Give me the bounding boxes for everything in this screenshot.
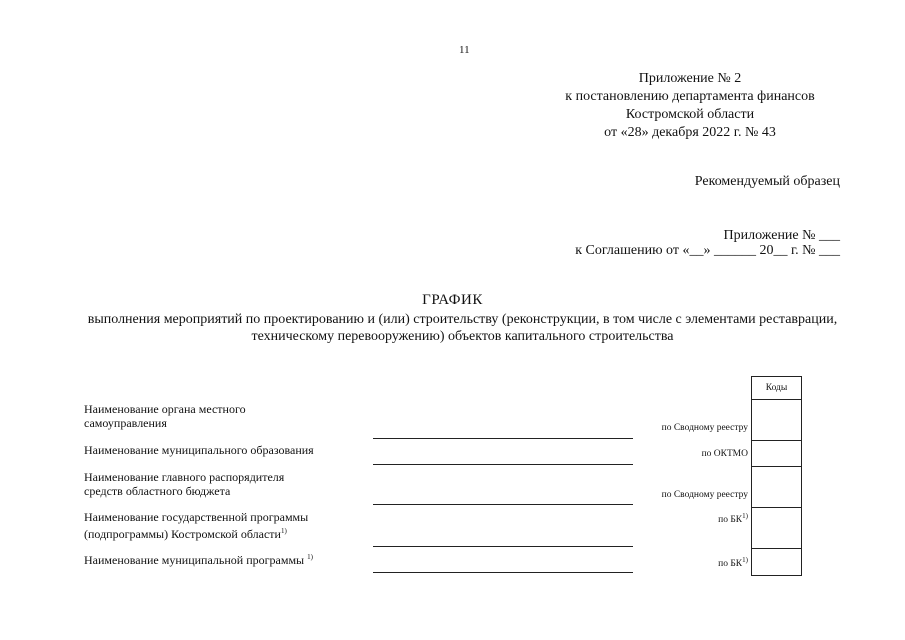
codes-divider — [752, 548, 801, 549]
label-line: Наименование государственной программы — [84, 510, 309, 524]
appendix-line-1: Приложение № 2 — [638, 71, 742, 86]
codes-divider — [752, 507, 801, 508]
document-title: ГРАФИК — [422, 292, 483, 308]
recommended-sample-label: Рекомендуемый образец — [694, 174, 840, 189]
footnote-mark: 1) — [280, 527, 287, 535]
local-authority-field[interactable] — [373, 438, 633, 439]
label-line: Наименование главного распорядителя — [84, 470, 285, 484]
form-label-municipality — [84, 443, 314, 457]
appendix-line-2: к постановлению департамента финансов — [565, 89, 815, 104]
agreement-reference-line: к Соглашению от «__» ______ 20__ г. № ___ — [575, 243, 840, 258]
footnote-mark: 1) — [742, 556, 748, 564]
municipality-field[interactable] — [373, 464, 633, 465]
form-label-state-program — [84, 510, 308, 541]
footnote-mark: 1) — [307, 553, 313, 561]
code-label-consolidated-registry: по Сводному реестру — [661, 490, 748, 500]
appendix-line-4: от «28» декабря 2022 г. № 43 — [604, 125, 776, 140]
code-label-bk — [718, 556, 748, 569]
code-label-bk — [718, 512, 748, 525]
label-line: (подпрограммы) Костромской области — [84, 527, 281, 541]
label-line: Наименование муниципальной программы — [84, 553, 308, 567]
budget-manager-field[interactable] — [373, 504, 633, 505]
state-program-field[interactable] — [373, 546, 633, 547]
document-subtitle: выполнения мероприятий по проектированию и (или) строительству (реконструкции, в том числе с элементами реставрации, техническому перевооружению) объектов капитального строительства — [87, 312, 838, 344]
form-label-local-authority — [84, 402, 246, 430]
agreement-appendix-line: Приложение № ___ — [723, 228, 840, 243]
appendix-line-3: Костромской области — [625, 107, 755, 122]
label-line: средств областного бюджета — [84, 484, 231, 498]
codes-header: Коды — [752, 377, 801, 400]
municipal-program-field[interactable] — [373, 572, 633, 573]
page-number: 11 — [459, 44, 470, 56]
codes-divider — [752, 440, 801, 441]
codes-table — [751, 376, 802, 576]
form-label-municipal-program — [84, 550, 313, 567]
code-label-consolidated-registry: по Сводному реестру — [661, 423, 748, 433]
form-label-budget-manager — [84, 470, 284, 498]
code-label-oktmo: по ОКТМО — [701, 449, 748, 459]
codes-divider — [752, 466, 801, 467]
label-line: Наименование органа местного — [84, 402, 246, 416]
footnote-mark: 1) — [742, 512, 748, 520]
code-label-text: по БК — [718, 559, 743, 570]
label-line: Наименование муниципального образования — [84, 443, 314, 457]
appendix-header — [540, 70, 840, 142]
label-line: самоуправления — [84, 416, 167, 430]
code-label-text: по БК — [718, 515, 743, 526]
